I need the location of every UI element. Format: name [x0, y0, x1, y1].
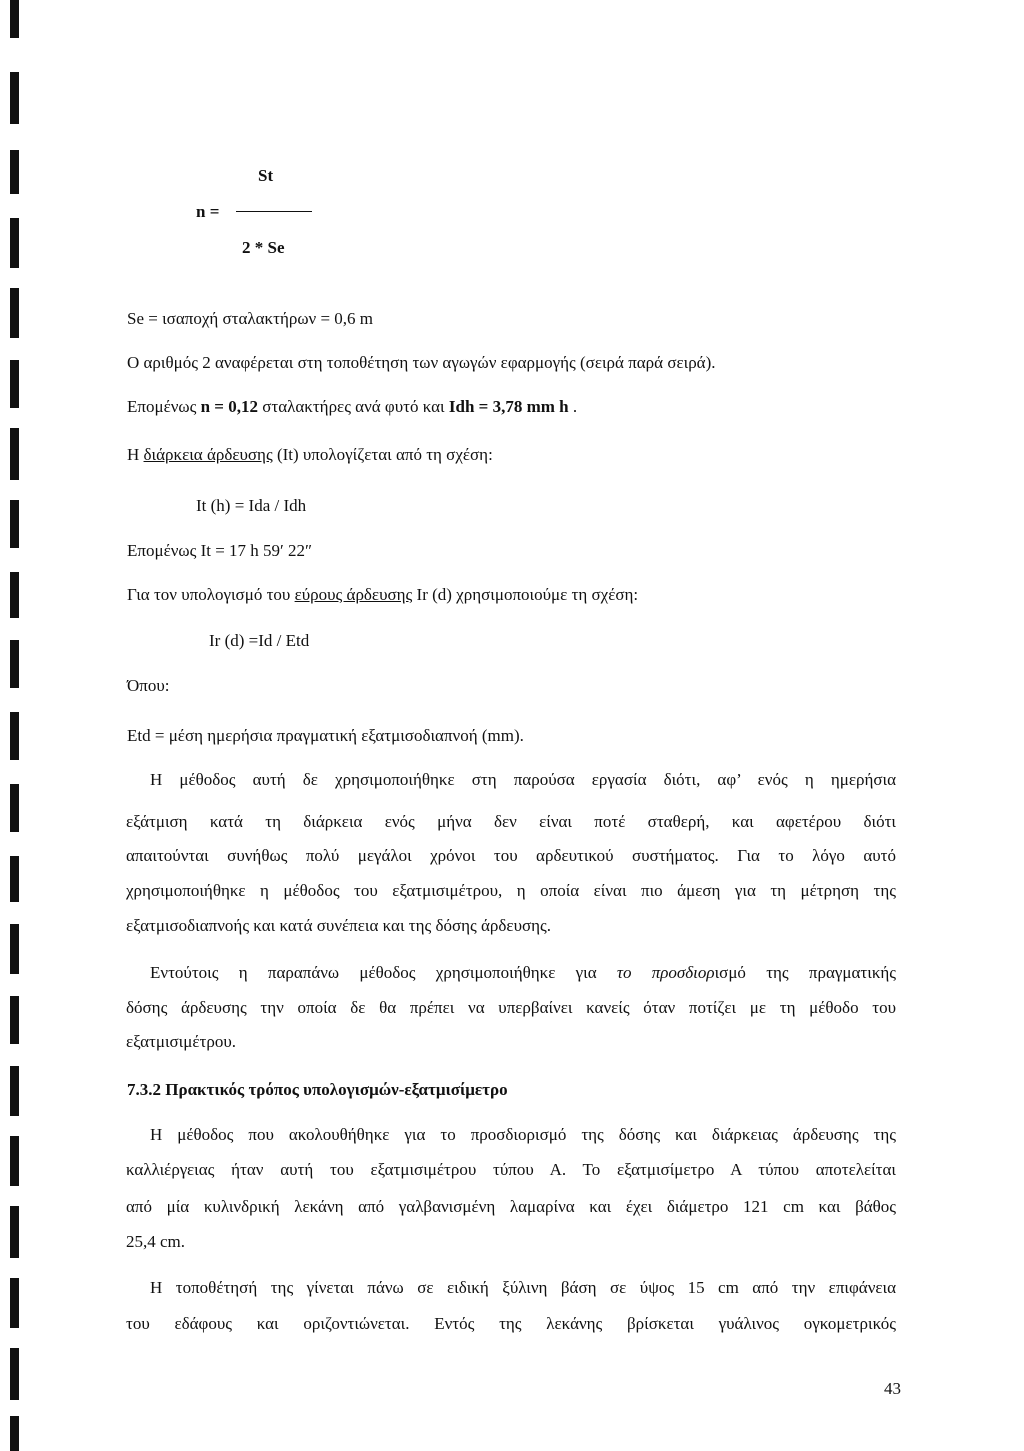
scan-edge-mark	[10, 1136, 19, 1186]
para1-line: εξατμισοδιαπνοής και κατά συνέπεια και της δόσης άρδευσης.	[126, 916, 552, 935]
para2-line: εξατμισιμέτρου.	[126, 1032, 236, 1051]
scan-edge-mark	[10, 218, 19, 268]
formula-lhs: n =	[196, 202, 220, 221]
scan-edge-mark	[10, 712, 19, 760]
para2-text-b: ισμό της πραγματικής	[714, 963, 897, 982]
scan-edge-mark	[10, 1416, 19, 1451]
formula-denominator: 2 * Se	[242, 238, 285, 257]
para4-line: του εδάφους και οριζοντιώνεται. Εντός της λεκάνης βρίσκεται γυάλινος ογκομετρικός	[126, 1314, 896, 1333]
etd-definition: Etd = μέση ημερήσια πραγματική εξατμισοδιαπνοή (mm).	[127, 726, 524, 745]
scan-edge-mark	[10, 72, 19, 124]
scan-edge-mark	[10, 1278, 19, 1328]
where-label: Όπου:	[127, 676, 170, 695]
therefore-end: .	[568, 397, 578, 416]
scan-edge-mark	[10, 996, 19, 1044]
scan-edge-mark	[10, 640, 19, 688]
range-formula: Ir (d) =Id / Etd	[209, 631, 310, 650]
scan-edge-mark	[10, 1348, 19, 1400]
duration-prefix: Η	[127, 445, 144, 464]
duration-line	[127, 445, 493, 465]
scan-edge-mark	[10, 150, 19, 194]
para2-line	[150, 963, 896, 983]
para1-line: χρησιμοποιήθηκε η μέθοδος του εξατμισιμέτρου, η οποία είναι πιο άμεση για τη μέτρηση της	[126, 881, 896, 900]
para2-text-a: Εντούτοις η παραπάνω μέθοδος χρησιμοποιήθηκε για	[150, 963, 617, 982]
range-prefix: Για τον υπολογισμό του	[127, 585, 295, 604]
number-two-note: Ο αριθμός 2 αναφέρεται στη τοποθέτηση των αγωγών εφαρμογής (σειρά παρά σειρά).	[127, 353, 716, 372]
range-term: εύρους άρδευσης	[294, 585, 413, 604]
scan-edge-mark	[10, 572, 19, 618]
scan-edge-mark	[10, 288, 19, 338]
formula-numerator: St	[258, 166, 274, 185]
section-heading: 7.3.2 Πρακτικός τρόπος υπολογισμών-εξατμισίμετρο	[127, 1080, 508, 1099]
para1-line: εξάτμιση κατά τη διάρκεια ενός μήνα δεν είναι ποτέ σταθερή, και αφετέρου διότι	[126, 812, 896, 831]
para1-line: Η μέθοδος αυτή δε χρησιμοποιήθηκε στη παρούσα εργασία διότι, αφ’ ενός η ημερήσια	[150, 770, 896, 789]
therefore-n-value: n = 0,12	[200, 397, 258, 416]
para1-line: απαιτούνται συνήθως πολύ μεγάλοι χρόνοι του αρδευτικού συστήματος. Για το λόγο αυτό	[126, 846, 896, 865]
se-definition: Se = ισαποχή σταλακτήρων = 0,6 m	[127, 309, 374, 328]
duration-formula: It (h) = Ida / Idh	[196, 496, 307, 515]
range-line	[127, 585, 638, 605]
scan-edge-mark	[10, 0, 19, 38]
para3-line: από μία κυλινδρική λεκάνη από γαλβανισμένη λαμαρίνα και έχει διάμετρο 121 cm και βάθος	[126, 1197, 896, 1216]
para2-line: δόσης άρδευσης την οποία δε θα πρέπει να υπερβαίνει κανείς όταν ποτίζει με τη μέθοδο του	[126, 998, 896, 1017]
therefore-prefix: Επομένως	[127, 397, 201, 416]
para2-italic: το προσδιορ	[616, 963, 715, 982]
duration-rest: (It) υπολογίζεται από τη σχέση:	[272, 445, 493, 464]
therefore-mid: σταλακτήρες ανά φυτό και	[257, 397, 449, 416]
para3-line: Η μέθοδος που ακολουθήθηκε για το προσδιορισμό της δόσης και διάρκειας άρδευσης της	[150, 1125, 896, 1144]
para4-line: Η τοποθέτησή της γίνεται πάνω σε ειδική ξύλινη βάση σε ύψος 15 cm από την επιφάνεια	[150, 1278, 896, 1297]
page-number: 43	[884, 1379, 901, 1398]
para3-line: καλλιέργειας ήταν αυτή του εξατμισιμέτρου τύπου Α. Το εξατμισίμετρο Α τύπου αποτελείται	[126, 1160, 896, 1179]
scan-edge-mark	[10, 784, 19, 832]
therefore-line	[127, 397, 577, 417]
scan-edge-mark	[10, 428, 19, 480]
scan-edge-mark	[10, 500, 19, 548]
range-rest: Ir (d) χρησιμοποιούμε τη σχέση:	[412, 585, 639, 604]
it-value: Επομένως It = 17 h 59′ 22″	[127, 541, 313, 560]
scan-edge-mark	[10, 1066, 19, 1116]
scan-edge-mark	[10, 1206, 19, 1258]
scan-edge-mark	[10, 924, 19, 974]
scan-edge-mark	[10, 856, 19, 902]
scan-edge-mark	[10, 360, 19, 408]
duration-term: διάρκεια άρδευσης	[143, 445, 273, 464]
para3-line: 25,4 cm.	[126, 1232, 186, 1251]
fraction-bar	[236, 211, 312, 212]
therefore-idh-value: Idh = 3,78 mm h	[448, 397, 569, 416]
